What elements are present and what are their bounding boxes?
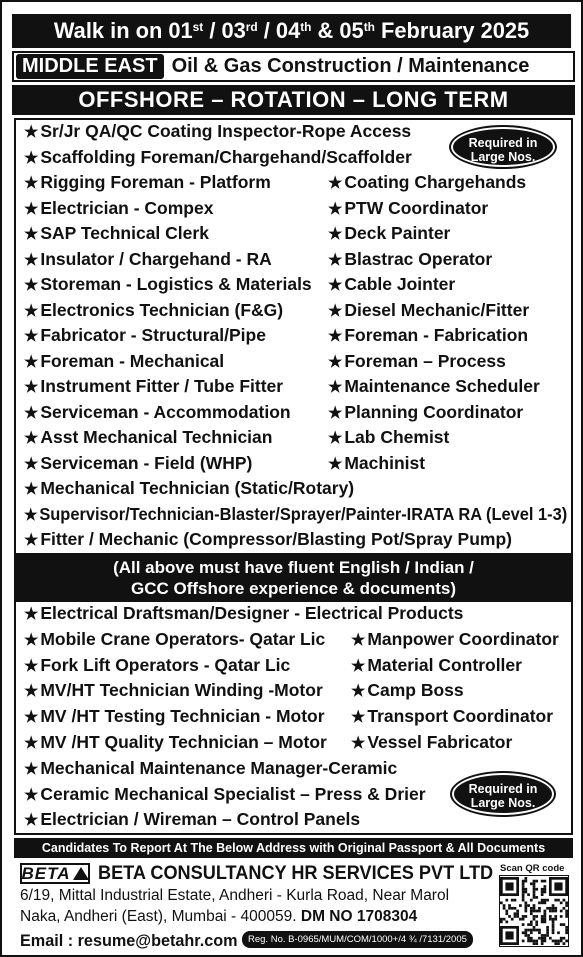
job-title (351, 654, 522, 678)
star-icon: ★ (24, 226, 39, 243)
job-title (328, 401, 523, 425)
terms-banner: OFFSHORE – ROTATION – LONG TERM (12, 85, 575, 115)
region-label: MIDDLE EAST (16, 54, 164, 79)
requirement-notice (14, 555, 573, 600)
star-icon: ★ (328, 200, 343, 218)
address-line-1: 6/19, Mittal Industrial Estate, Andheri - Kurla Road, Near Marol (20, 887, 450, 904)
job-title-text: Vessel Fabricator (367, 732, 513, 752)
date-suffix: st (192, 20, 204, 34)
star-icon: ★ (328, 379, 343, 396)
job-title (24, 375, 283, 399)
job-title (24, 248, 272, 272)
region-banner (12, 51, 575, 82)
required-badge-bottom (452, 773, 554, 815)
star-icon: ★ (24, 657, 39, 675)
star-icon: ★ (24, 786, 39, 804)
job-title (24, 503, 567, 527)
job-title-text: Asst Mechanical Technician (40, 427, 273, 447)
star-icon: ★ (328, 353, 343, 371)
star-icon: ★ (328, 404, 343, 422)
star-icon: ★ (24, 379, 39, 396)
star-icon: ★ (24, 124, 39, 141)
star-icon: ★ (24, 404, 39, 422)
star-icon: ★ (24, 455, 39, 473)
job-title-text: Maintenance Scheduler (344, 376, 540, 396)
job-title-text: Mobile Crane Operators- Qatar Lic (40, 628, 326, 649)
star-icon: ★ (24, 735, 39, 752)
job-title-text: Material Controller (367, 654, 522, 675)
star-icon: ★ (24, 328, 39, 345)
job-title-text: Insulator / Chargehand - RA (40, 248, 272, 269)
logo-text: BETA (21, 863, 71, 883)
star-icon: ★ (24, 631, 39, 649)
job-title (351, 731, 512, 755)
qr-label: Scan QR code (500, 863, 565, 874)
job-title-text: Camp Boss (367, 680, 464, 701)
logo-triangle-icon (73, 867, 89, 880)
job-title-text: MV /HT Testing Technician - Motor (40, 706, 325, 727)
job-title (328, 375, 540, 399)
badge-line: Required in (468, 782, 538, 796)
job-title (24, 120, 411, 144)
job-title (328, 350, 506, 374)
job-title (24, 783, 426, 807)
job-title (24, 222, 209, 246)
job-title-text: Deck Painter (344, 223, 451, 243)
job-title (24, 757, 397, 781)
job-title-text: Foreman - Fabrication (344, 325, 529, 345)
walk-in-text: February 2025 (374, 18, 530, 43)
job-title-text: Manpower Coordinator (367, 628, 559, 649)
star-icon: ★ (328, 251, 343, 269)
job-title-text: Sr/Jr QA/QC Coating Inspector-Rope Access (40, 121, 412, 141)
sector-label: Oil & Gas Construction / Maintenance (171, 55, 530, 77)
date-suffix: th (300, 20, 312, 34)
star-icon: ★ (351, 657, 366, 675)
job-title-text: Electronics Technician (F&G) (40, 299, 284, 320)
job-title-text: Electrician / Wireman – Control Panels (40, 809, 361, 830)
address-line-2 (20, 907, 417, 927)
walk-in-text: / 04 (257, 18, 301, 43)
job-title-text: Serviceman - Field (WHP) (40, 452, 253, 473)
job-title-text: Mechanical Maintenance Manager-Ceramic (40, 757, 398, 778)
job-title (328, 273, 455, 297)
job-title (24, 401, 291, 425)
job-title-text: Planning Coordinator (344, 401, 524, 422)
job-title-text: Foreman – Process (344, 350, 506, 371)
badge-line: Large Nos. (470, 796, 536, 810)
job-title (328, 222, 450, 246)
star-icon: ★ (24, 353, 39, 371)
job-title (351, 679, 464, 703)
date-suffix: rd (245, 20, 258, 34)
job-title-text: Mechanical Technician (Static/Rotary) (40, 478, 355, 498)
qr-code-icon (500, 876, 568, 946)
job-title (328, 452, 425, 476)
beta-logo (20, 863, 90, 884)
job-title-text: Diesel Mechanic/Fitter (344, 299, 530, 320)
qr-code[interactable] (499, 875, 569, 947)
job-title (351, 705, 553, 729)
star-icon: ★ (351, 683, 366, 701)
registration-number: Reg. No. B-0965/MUM/COM/1000+/4 ¾ /7131/2005 (242, 931, 473, 948)
star-icon: ★ (328, 277, 343, 294)
walk-in-text: / 03 (203, 18, 246, 43)
job-title (24, 731, 327, 755)
star-icon: ★ (24, 251, 39, 269)
job-title (24, 350, 224, 374)
address-text: Naka, Andheri (East), Mumbai - 400059. (20, 908, 297, 925)
star-icon: ★ (24, 683, 39, 701)
job-title-text: Storeman - Logistics & Materials (40, 274, 312, 294)
job-title-text: MV /HT Quality Technician – Motor (40, 732, 327, 752)
job-title (24, 528, 512, 552)
job-title (24, 679, 323, 703)
job-title-text: Foreman - Mechanical (40, 350, 225, 371)
job-title (24, 146, 412, 170)
job-title (24, 324, 266, 348)
job-title (24, 628, 325, 652)
job-title (24, 197, 213, 221)
job-title-text: Serviceman - Accommodation (40, 401, 291, 422)
job-title-text: MV/HT Technician Winding -Motor (40, 680, 323, 701)
job-title-text: Cable Jointer (344, 274, 456, 294)
job-title (24, 171, 271, 195)
star-icon: ★ (351, 735, 366, 752)
star-icon: ★ (328, 175, 343, 192)
star-icon: ★ (24, 606, 39, 623)
star-icon: ★ (24, 175, 39, 192)
star-icon: ★ (24, 481, 39, 498)
star-icon: ★ (24, 302, 39, 320)
star-icon: ★ (24, 430, 39, 447)
job-title-text: Ceramic Mechanical Specialist – Press & Drier (40, 783, 426, 804)
job-title-text: Fitter / Mechanic (Compressor/Blasting Pot/Spray Pump) (40, 529, 512, 549)
job-title (328, 248, 492, 272)
job-title (24, 654, 290, 678)
report-instructions: Candidates To Report At The Below Address with Original Passport & All Documents (14, 838, 573, 858)
job-title-text: Electrician - Compex (40, 197, 214, 218)
job-title-text: Fabricator - Structural/Pipe (40, 325, 266, 345)
star-icon: ★ (24, 532, 39, 549)
job-title (24, 477, 354, 501)
star-icon: ★ (24, 812, 39, 830)
star-icon: ★ (328, 226, 343, 243)
contact-email[interactable]: Email : resume@betahr.com (20, 932, 238, 950)
job-title-text: Supervisor/Technician-Blaster/Sprayer/Painter-IRATA RA (Level 1-3) (39, 503, 568, 524)
star-icon: ★ (328, 455, 343, 473)
job-title-text: Transport Coordinator (367, 706, 554, 727)
job-title (24, 299, 283, 323)
dm-number: DM NO 1708304 (300, 908, 418, 925)
required-badge-top (451, 127, 555, 167)
walk-in-text: Walk in on 01 (53, 18, 193, 43)
job-title-text: Machinist (344, 452, 426, 473)
job-title-text: SAP Technical Clerk (40, 223, 209, 243)
walk-in-date-banner (12, 14, 571, 48)
star-icon: ★ (24, 149, 39, 167)
badge-line: Large Nos. (470, 150, 536, 164)
job-title-text: Coating Chargehands (344, 172, 527, 192)
company-name: BETA CONSULTANCY HR SERVICES PVT LTD (98, 863, 494, 884)
star-icon: ★ (328, 302, 343, 320)
date-suffix: th (363, 20, 375, 34)
job-title-text: Scaffolding Foreman/Chargehand/Scaffolder (40, 146, 412, 167)
job-title (24, 452, 252, 476)
job-title-text: Electrical Draftsman/Designer - Electrical Products (40, 603, 464, 623)
job-title (328, 426, 449, 450)
star-icon: ★ (328, 430, 343, 447)
star-icon: ★ (24, 709, 39, 727)
job-title-text: Blastrac Operator (344, 248, 493, 269)
badge-line: Required in (468, 136, 538, 150)
star-icon: ★ (24, 760, 39, 778)
job-title-text: Instrument Fitter / Tube Fitter (40, 376, 284, 396)
job-title (328, 197, 488, 221)
job-title (24, 705, 325, 729)
notice-line-1: (All above must have fluent English / Indian / (113, 558, 474, 577)
star-icon: ★ (24, 506, 38, 524)
job-title-text: Fork Lift Operators - Qatar Lic (40, 654, 291, 675)
job-title (24, 273, 312, 297)
job-title-text: PTW Coordinator (344, 197, 489, 218)
star-icon: ★ (24, 200, 39, 218)
walk-in-text: & 05 (311, 18, 364, 43)
job-title (351, 628, 559, 652)
star-icon: ★ (24, 277, 39, 294)
star-icon: ★ (351, 709, 366, 727)
job-title (328, 324, 528, 348)
job-title (24, 602, 463, 626)
job-title-text: Rigging Foreman - Platform (40, 172, 271, 192)
job-title (24, 808, 360, 832)
job-title (328, 171, 526, 195)
job-title-text: Lab Chemist (344, 427, 450, 447)
job-title (328, 299, 529, 323)
notice-line-2: GCC Offshore experience & documents) (131, 579, 456, 598)
star-icon: ★ (351, 631, 366, 649)
star-icon: ★ (328, 328, 343, 345)
job-title (24, 426, 272, 450)
